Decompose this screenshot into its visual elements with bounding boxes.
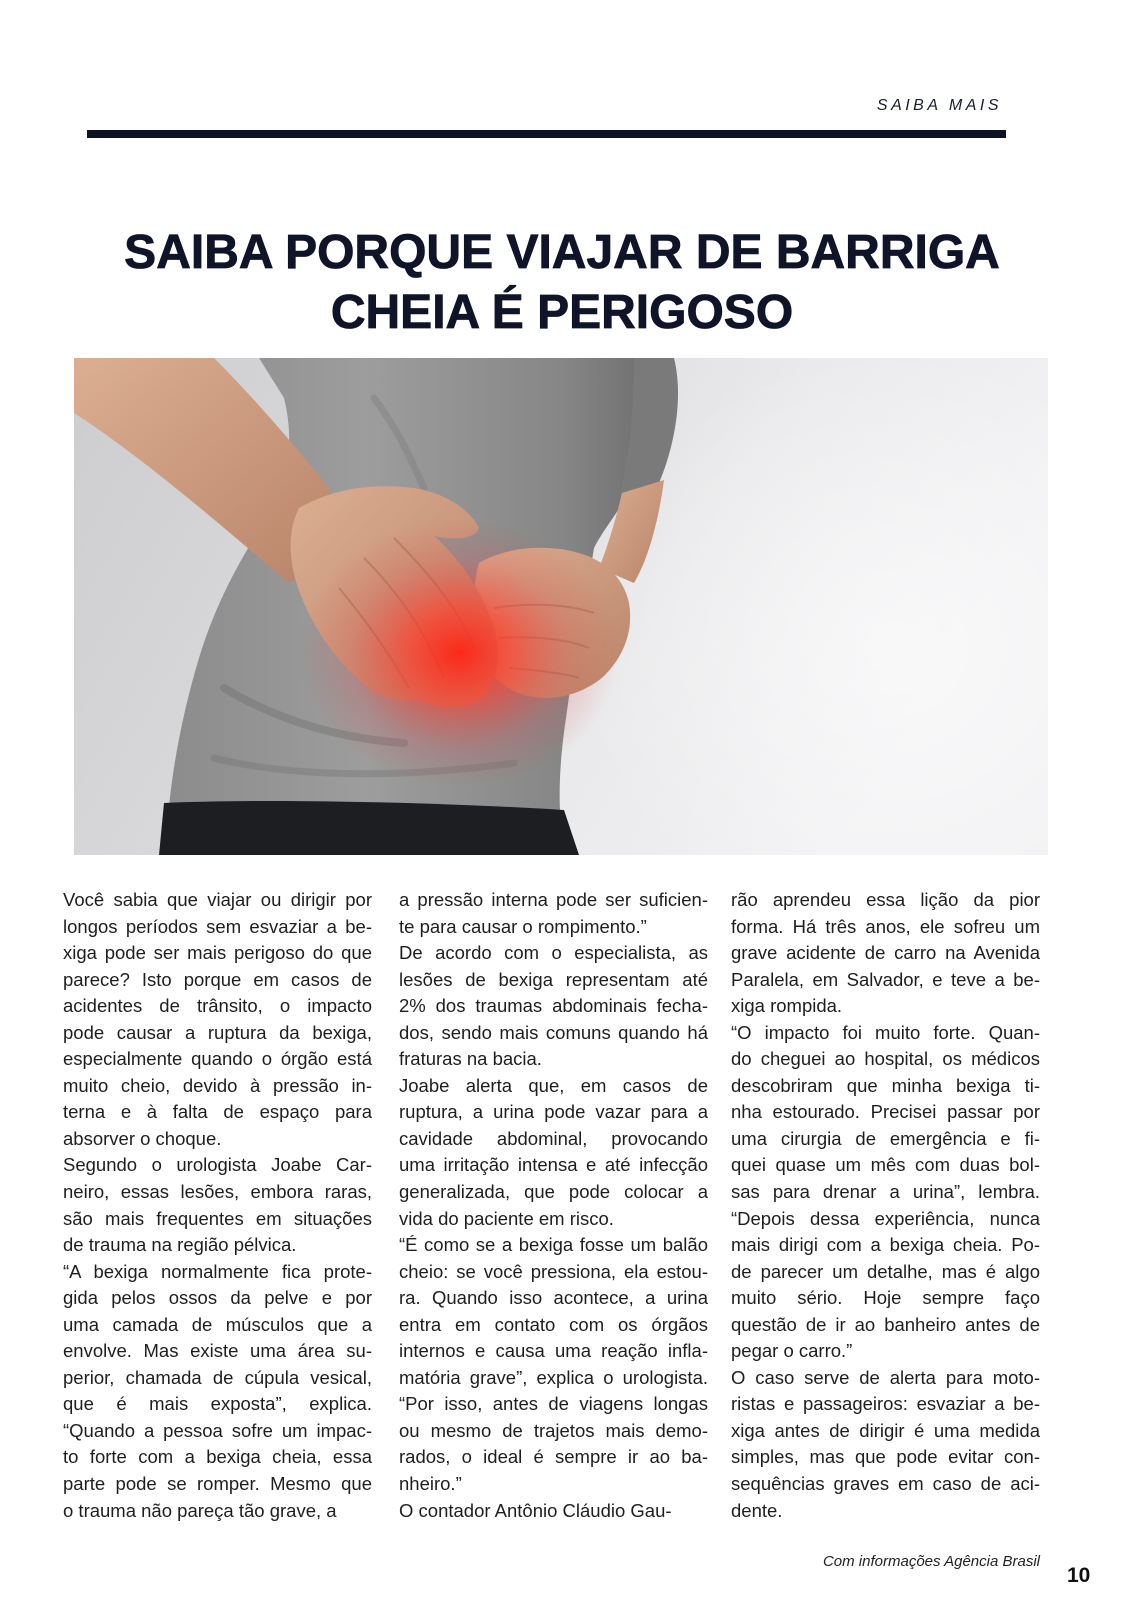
- paragraph: [399, 1073, 708, 1232]
- text-line: De acordo com o especialista, as: [399, 942, 708, 964]
- text-line: envolve. Mas existe uma área su-: [63, 1340, 372, 1362]
- text-line: são mais frequentes em situações: [63, 1207, 372, 1229]
- text-line: questão de ir ao banheiro antes de: [731, 1313, 1040, 1335]
- pain-glow: [299, 518, 619, 788]
- paragraph: [63, 1152, 372, 1258]
- text-line: matória grave”, explica o urologista.: [399, 1366, 708, 1388]
- text-line: mais dirigi com a bexiga cheia. Po-: [731, 1234, 1040, 1256]
- text-line: o trauma não pareça tão grave, a: [63, 1499, 337, 1521]
- article-photo: [74, 358, 1048, 855]
- text-line: terna e à falta de espaço para: [63, 1101, 372, 1123]
- text-line: “É como se a bexiga fosse um balão: [399, 1234, 708, 1256]
- text-line: especialmente quando o órgão está: [63, 1048, 372, 1070]
- paragraph: [399, 940, 708, 1073]
- text-line: parte pode se romper. Mesmo que: [63, 1473, 372, 1495]
- text-line: ou mesmo de trajetos mais demo-: [399, 1419, 708, 1441]
- paragraph: [731, 1365, 1040, 1524]
- text-line: ruptura, a urina pode vazar para a: [399, 1101, 708, 1123]
- text-line: “Por isso, antes de viagens longas: [399, 1393, 708, 1415]
- text-line: dente.: [731, 1499, 783, 1521]
- text-line: rados, o ideal é sempre ir ao ba-: [399, 1446, 708, 1468]
- text-line: nheiro.”: [399, 1473, 462, 1495]
- text-line: Segundo o urologista Joabe Car-: [63, 1154, 372, 1176]
- text-line: de trauma na região pélvica.: [63, 1234, 297, 1256]
- text-line: muito sério. Hoje sempre faço: [731, 1287, 1040, 1309]
- text-line: dos, sendo mais comuns quando há: [399, 1021, 708, 1043]
- text-line: nha estourado. Precisei passar por: [731, 1101, 1040, 1123]
- text-line: do cheguei ao hospital, os médicos: [731, 1048, 1040, 1070]
- text-line: xiga antes de dirigir é uma medida: [731, 1419, 1040, 1441]
- text-line: sas para drenar a urina”, lembra.: [731, 1181, 1040, 1203]
- text-line: parece? Isto porque em casos de: [63, 968, 372, 990]
- section-label: SAIBA MAIS: [876, 97, 1002, 114]
- title-line-2: CHEIA É PERIGOSO: [330, 286, 794, 339]
- text-line: te para causar o rompimento.”: [399, 915, 647, 937]
- text-line: acidentes de trânsito, o impacto: [63, 995, 372, 1017]
- text-line: “Depois dessa experiência, nunca: [731, 1207, 1040, 1229]
- text-line: xiga pode ser mais perigoso do que: [63, 942, 372, 964]
- text-line: ra. Quando isso acontece, a urina: [399, 1287, 708, 1309]
- text-line: descobriram que minha bexiga ti-: [731, 1074, 1040, 1096]
- text-column-3: [731, 887, 1040, 1524]
- text-line: forma. Há três anos, ele sofreu um: [731, 915, 1040, 937]
- photo-credit: Com informações Agência Brasil: [822, 1553, 1040, 1570]
- text-line: 2% dos traumas abdominais fecha-: [399, 995, 708, 1017]
- text-line: vida do paciente em risco.: [399, 1207, 614, 1229]
- text-line: cheio: se você pressiona, ela estou-: [399, 1260, 708, 1282]
- text-line: “A bexiga normalmente fica prote-: [63, 1260, 372, 1282]
- text-line: gida pelos ossos da pelve e por: [63, 1287, 372, 1309]
- text-line: quei quase um mês com duas bol-: [731, 1154, 1040, 1176]
- text-line: grave acidente de carro na Avenida: [731, 942, 1040, 964]
- text-line: longos períodos sem esvaziar a be-: [63, 915, 372, 937]
- text-line: a pressão interna pode ser suficien-: [399, 889, 708, 910]
- text-line: simples, mas que pode evitar con-: [731, 1446, 1040, 1468]
- text-line: xiga rompida.: [731, 995, 843, 1017]
- text-line: pode causar a ruptura da bexiga,: [63, 1021, 372, 1043]
- paragraph: [399, 887, 708, 940]
- text-line: entra em contato com os órgãos: [399, 1313, 708, 1335]
- article-title: [0, 223, 1124, 343]
- text-line: lesões de bexiga representam até: [399, 968, 708, 990]
- text-line: rão aprendeu essa lição da pior: [731, 889, 1040, 910]
- paragraph: [731, 1020, 1040, 1365]
- text-column-1: [63, 887, 372, 1524]
- text-line: pegar o carro.”: [731, 1340, 853, 1362]
- text-line: to forte com a bexiga cheia, essa: [63, 1446, 372, 1468]
- text-line: de parecer um detalhe, mas é algo: [731, 1260, 1040, 1282]
- paragraph: [399, 1232, 708, 1497]
- paragraph: [63, 887, 372, 1152]
- text-line: Você sabia que viajar ou dirigir por: [63, 889, 372, 910]
- text-line: absorver o choque.: [63, 1127, 222, 1149]
- text-line: O contador Antônio Cláudio Gau-: [399, 1499, 672, 1521]
- pants: [159, 801, 579, 855]
- paragraph: [399, 1498, 708, 1525]
- text-line: perior, chamada de cúpula vesical,: [63, 1366, 372, 1388]
- text-line: Paralela, em Salvador, e teve a be-: [731, 968, 1040, 990]
- text-column-2: [399, 887, 708, 1524]
- text-line: generalizada, que pode colocar a: [399, 1181, 708, 1203]
- text-line: ristas e passageiros: esvaziar a be-: [731, 1393, 1040, 1415]
- text-line: Joabe alerta que, em casos de: [399, 1074, 708, 1096]
- text-line: internos e causa uma reação infla-: [399, 1340, 708, 1362]
- paragraph: [731, 887, 1040, 1020]
- text-line: uma cirurgia de emergência e fi-: [731, 1127, 1040, 1149]
- text-line: muito cheio, devido à pressão in-: [63, 1074, 372, 1096]
- text-line: “O impacto foi muito forte. Quan-: [731, 1021, 1040, 1043]
- text-line: sequências graves em caso de aci-: [731, 1473, 1040, 1495]
- page-number: 10: [1067, 1564, 1091, 1587]
- header-rule: [87, 130, 1006, 138]
- text-line: O caso serve de alerta para moto-: [731, 1366, 1040, 1388]
- text-line: “Quando a pessoa sofre um impac-: [63, 1419, 372, 1441]
- text-line: fraturas na bacia.: [399, 1048, 542, 1070]
- paragraph: [63, 1259, 372, 1524]
- text-line: que é mais exposta”, explica.: [63, 1393, 372, 1415]
- text-line: cavidade abdominal, provocando: [399, 1127, 708, 1149]
- text-line: uma irritação intensa e até infecção: [399, 1154, 708, 1176]
- text-line: uma camada de músculos que a: [63, 1313, 372, 1335]
- text-line: neiro, essas lesões, embora raras,: [63, 1181, 372, 1203]
- title-line-1: SAIBA PORQUE VIAJAR DE BARRIGA: [124, 226, 1000, 279]
